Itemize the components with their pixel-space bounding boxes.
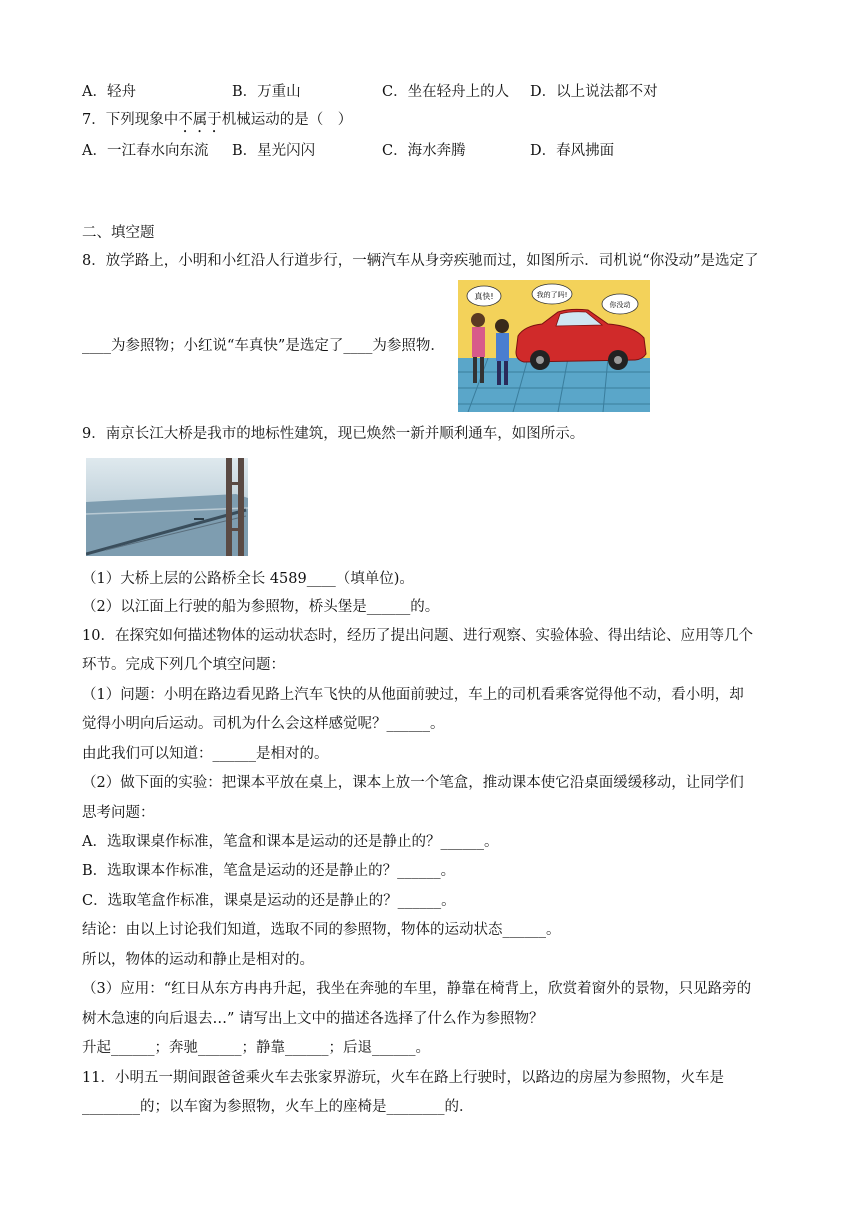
q10-line4: 觉得小明向后运动。司机为什么会这样感觉呢？______。 bbox=[82, 716, 445, 732]
q7-prefix: 7．下列现象中 bbox=[82, 112, 179, 128]
q10-line6: （2）做下面的实验：把课本平放在桌上，课本上放一个笔盒，推动课本使它沿桌面缓缓移动，让同学们 bbox=[82, 775, 744, 791]
q10-line1: 10．在探究如何描述物体的运动状态时，经历了提出问题、进行观察、实验体验、得出结论、应用等几个 bbox=[82, 628, 753, 644]
q10-line8: A．选取课桌作标准，笔盒和课本是运动的还是静止的？______。 bbox=[82, 834, 499, 850]
q8-line1: 8．放学路上，小明和小红沿人行道步行，一辆汽车从身旁疾驰而过，如图所示．司机说“你没动”是选定了 bbox=[82, 253, 759, 269]
q9-line1: 9．南京长江大桥是我市的地标性建筑，现已焕然一新并顺利通车，如图所示。 bbox=[82, 426, 585, 442]
q10-line13: （3）应用：“红日从东方冉冉升起，我坐在奔驰的车里，静靠在椅背上，欣赏着窗外的景物，只见路旁的 bbox=[82, 981, 752, 997]
q6-option-d: D．以上说法都不对 bbox=[530, 84, 658, 100]
q7-stem bbox=[82, 110, 352, 136]
section-title: 二、填空题 bbox=[82, 225, 155, 241]
q7-option-d: D．春风拂面 bbox=[530, 143, 615, 159]
q9-sub1: （1）大桥上层的公路桥全长 4589____（填单位)。 bbox=[82, 571, 414, 587]
q8-bubble-1: 真快! bbox=[474, 292, 494, 301]
q7-emphasis: 不属于 bbox=[178, 112, 222, 128]
q7-option-c: C．海水奔腾 bbox=[382, 143, 466, 159]
q10-line10: C．选取笔盒作标准，课桌是运动的还是静止的？______。 bbox=[82, 893, 456, 909]
q7-option-b: B．星光闪闪 bbox=[232, 143, 316, 159]
q10-line2: 环节。完成下列几个填空问题： bbox=[82, 657, 285, 673]
q11-line1: 11．小明五一期间跟爸爸乘火车去张家界游玩，火车在路上行驶时，以路边的房屋为参照物，火车是 bbox=[82, 1070, 724, 1086]
q10-line3: （1）问题：小明在路边看见路上汽车飞快的从他面前驶过，车上的司机看乘客觉得他不动，看小明，却 bbox=[82, 687, 744, 703]
q7-suffix: 机械运动的是（ ） bbox=[221, 112, 353, 128]
q10-line5: 由此我们可以知道：______是相对的。 bbox=[82, 746, 329, 762]
q6-option-c: C．坐在轻舟上的人 bbox=[382, 84, 510, 100]
q6-option-b: B．万重山 bbox=[232, 84, 301, 100]
q6-option-a: A．轻舟 bbox=[82, 84, 136, 100]
q10-line9: B．选取课本作标准，笔盒是运动的还是静止的？______。 bbox=[82, 863, 456, 879]
q10-line14: 树木急速的向后退去…” 请写出上文中的描述各选择了什么作为参照物？ bbox=[82, 1011, 544, 1027]
q10-line7: 思考问题： bbox=[82, 805, 155, 821]
q10-line15: 升起______；奔驰______；静靠______；后退______。 bbox=[82, 1040, 430, 1056]
q9-bridge-photo bbox=[86, 458, 248, 556]
q8-bubble-2: 我的了吗! bbox=[536, 291, 568, 299]
q7-option-a: A．一江春水向东流 bbox=[82, 143, 209, 159]
q9-sub2: （2）以江面上行驶的船为参照物，桥头堡是______的。 bbox=[82, 599, 440, 615]
q11-line2: ________的；以车窗为参照物，火车上的座椅是________的． bbox=[82, 1099, 474, 1115]
q10-line11: 结论：由以上讨论我们知道，选取不同的参照物，物体的运动状态______。 bbox=[82, 922, 561, 938]
q8-car-illustration bbox=[458, 280, 650, 412]
q8-line2: ____为参照物；小红说“车真快”是选定了____为参照物． bbox=[82, 338, 445, 354]
q8-bubble-3: 你没动 bbox=[609, 301, 631, 309]
q10-line12: 所以，物体的运动和静止是相对的。 bbox=[82, 952, 314, 968]
